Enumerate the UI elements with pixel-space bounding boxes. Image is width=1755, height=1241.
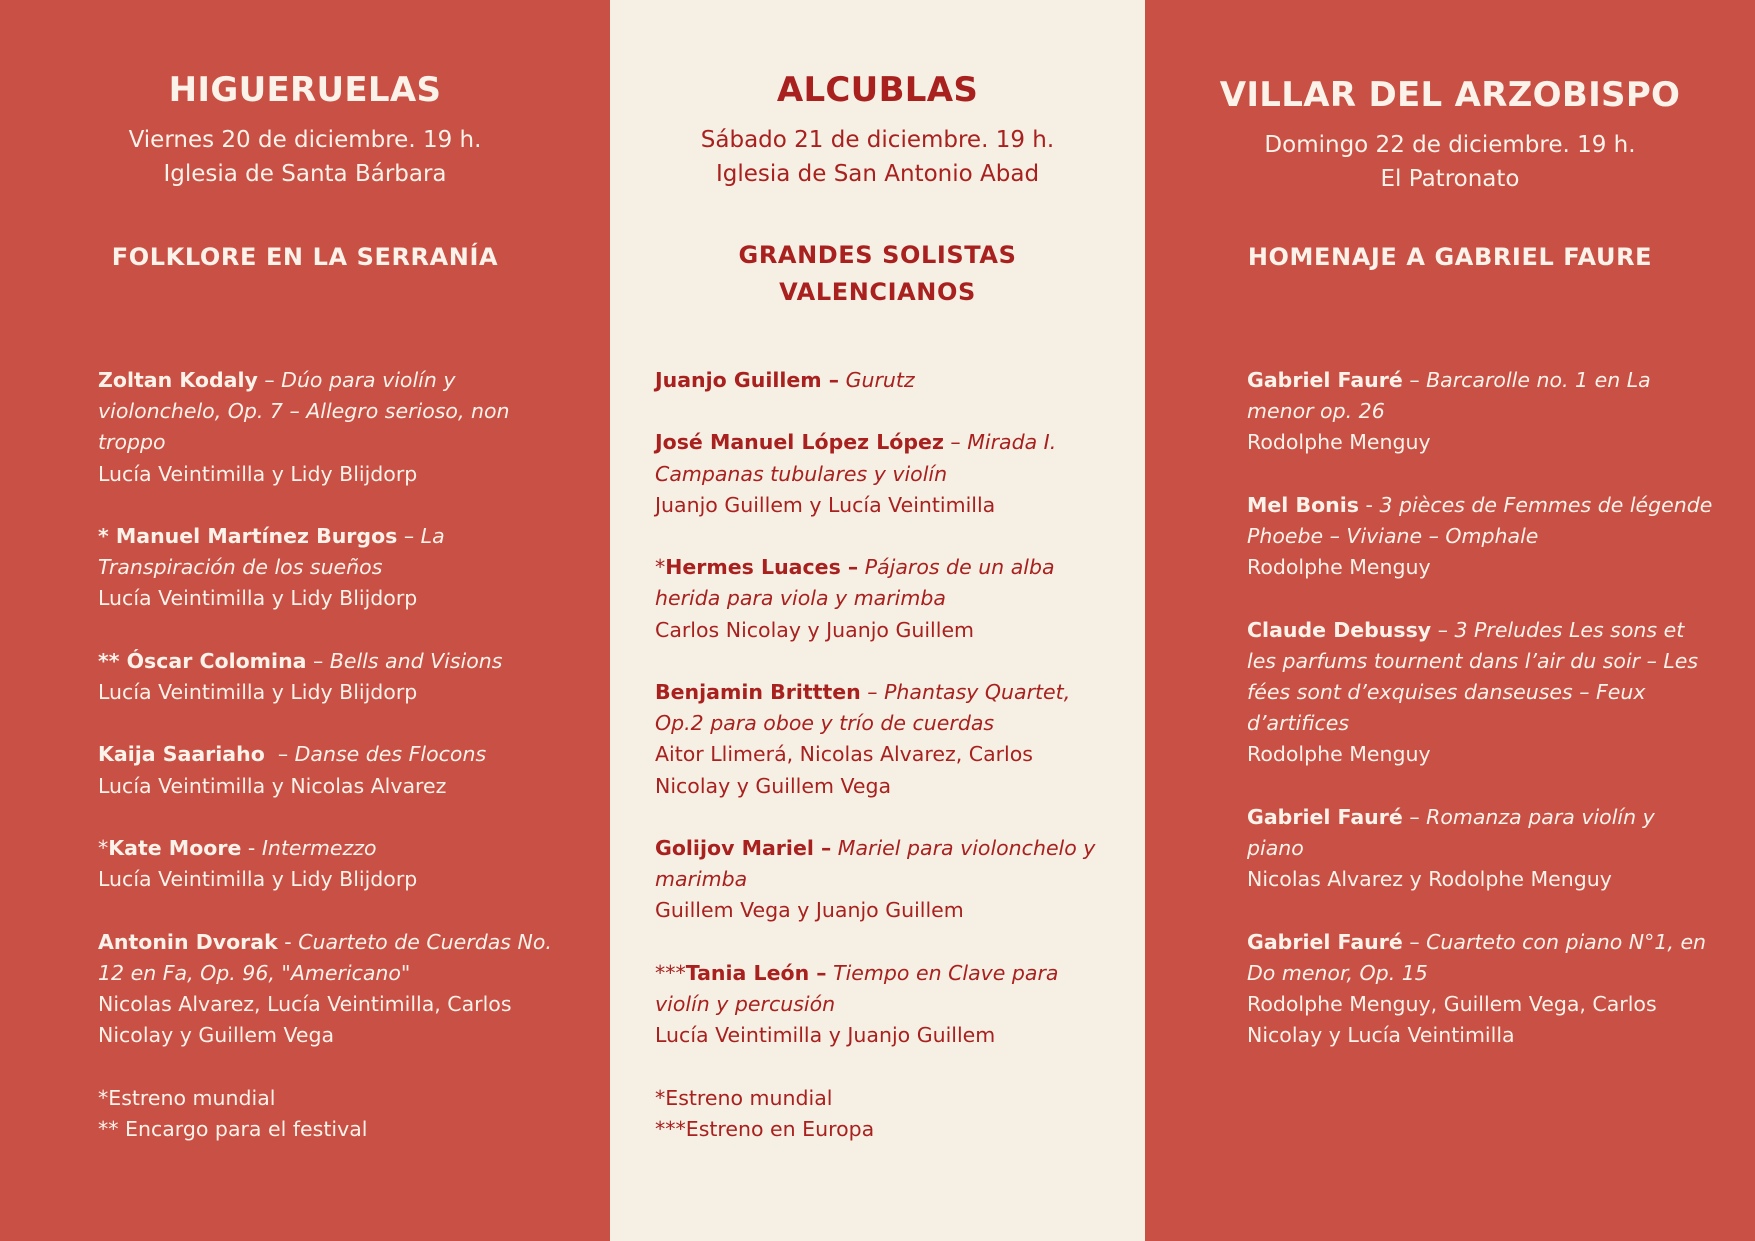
separator: –	[397, 524, 421, 548]
program-item	[98, 521, 568, 615]
composer: Kaija Saariaho	[98, 742, 265, 767]
program-item	[655, 427, 1105, 521]
concert-theme: GRANDES SOLISTAS VALENCIANOS	[738, 241, 1017, 306]
composer: Gabriel Fauré	[1247, 929, 1403, 954]
program-item	[1247, 927, 1717, 1052]
program-list	[1247, 365, 1717, 1083]
performers: Lucía Veintimilla y Juanjo Guillem	[655, 1023, 996, 1048]
composer: Hermes Luaces –	[665, 555, 859, 580]
separator: –	[257, 368, 282, 392]
concert-date: Sábado 21 de diciembre. 19 h.	[700, 127, 1055, 153]
program-item	[655, 833, 1105, 927]
program-item	[1247, 802, 1717, 896]
composer: Benjamin Brittten	[655, 679, 861, 704]
footnotes	[98, 1083, 568, 1145]
performers: Aitor Llimerá, Nicolas Alvarez, Carlos Nicolay y Guillem Vega	[655, 742, 1033, 798]
performers: Rodolphe Menguy	[1247, 555, 1431, 580]
piece-title: 3 Preludes Les sons et les parfums tournent dans l’air du soir – Les fées sont d’exquises danseuses – Feux d’artifices	[1247, 617, 1699, 736]
program-item	[1247, 365, 1717, 459]
separator: -	[1359, 492, 1380, 517]
concert-theme: FOLKLORE EN LA SERRANÍA	[111, 243, 499, 271]
footnote: *Estreno mundial	[98, 1085, 276, 1110]
piece-marker: *	[98, 524, 116, 548]
piece-marker: *	[98, 835, 109, 860]
separator: -	[277, 929, 299, 954]
performers: Nicolas Alvarez, Lucía Veintimilla, Carlos Nicolay y Guillem Vega	[98, 991, 512, 1048]
program-item	[98, 646, 568, 708]
footnote: *Estreno mundial	[655, 1085, 833, 1110]
separator: –	[1431, 617, 1455, 642]
concert-date: Viernes 20 de diciembre. 19 h.	[128, 127, 482, 153]
program-item	[98, 739, 568, 801]
piece-title: Danse des Flocons	[294, 742, 487, 767]
performers: Carlos Nicolay y Juanjo Guillem	[655, 617, 975, 642]
piece-title: Mariel para violonchelo y marimba	[655, 835, 1096, 892]
concert-venue: Iglesia de Santa Bárbara	[163, 161, 447, 187]
performers: Lucía Veintimilla y Lidy Blijdorp	[98, 586, 418, 611]
performers: Juanjo Guillem y Lucía Veintimilla	[655, 492, 996, 517]
piece-title: Cuarteto de Cuerdas No. 12 en Fa, Op. 96, "Americano"	[98, 929, 552, 985]
program-list	[655, 365, 1105, 1176]
composer: Mel Bonis	[1247, 492, 1359, 517]
piece-title: Bells and Visions	[329, 648, 503, 673]
performers: Lucía Veintimilla y Lidy Blijdorp	[98, 680, 418, 704]
piece-title: Intermezzo	[261, 835, 377, 860]
footnote: ** Encargo para el festival	[98, 1116, 368, 1141]
piece-marker: ***	[655, 960, 686, 985]
separator: –	[264, 742, 295, 767]
piece-title: Dúo para violín y violonchelo, Op. 7 – Allegro serioso, non troppo	[98, 368, 510, 455]
composer: Tania León –	[685, 960, 827, 985]
separator: –	[306, 648, 330, 673]
concert-villar-del-arzobispo	[1145, 0, 1755, 1241]
composer: Óscar Colomina	[126, 648, 307, 673]
composer: Gabriel Fauré	[1247, 804, 1403, 829]
composer: Claude Debussy	[1247, 617, 1432, 642]
piece-title: Gurutz	[845, 368, 915, 392]
composer: Zoltan Kodaly	[98, 368, 258, 392]
program-item	[655, 365, 1105, 396]
piece-title: Tiempo en Clave para violín y percusión	[655, 960, 1059, 1016]
concert-alcublas	[610, 0, 1145, 1241]
concert-date: Domingo 22 de diciembre. 19 h.	[1264, 132, 1636, 158]
performers: Rodolphe Menguy	[1247, 742, 1431, 767]
piece-title: 3 pièces de Femmes de légende Phoebe – Viviane – Omphale	[1247, 492, 1713, 548]
concert-venue: El Patronato	[1380, 166, 1520, 192]
composer: Juanjo Guillem –	[655, 368, 840, 392]
concert-higueruelas	[0, 0, 610, 1241]
separator: –	[1402, 804, 1427, 829]
program-item	[98, 927, 568, 1052]
performers: Lucía Veintimilla y Lidy Blijdorp	[98, 867, 418, 892]
performers: Nicolas Alvarez y Rodolphe Menguy	[1247, 867, 1612, 892]
town-title: VILLAR DEL ARZOBISPO	[1219, 75, 1681, 115]
program-list	[98, 365, 568, 1176]
performers: Rodolphe Menguy, Guillem Vega, Carlos Nicolay y Lucía Veintimilla	[1247, 992, 1657, 1048]
performers: Lucía Veintimilla y Nicolas Alvarez	[98, 773, 447, 798]
separator: –	[1402, 929, 1427, 954]
program-item	[655, 677, 1105, 802]
piece-marker: *	[655, 555, 666, 580]
composer: Golijov Mariel –	[655, 835, 832, 860]
program-item	[1247, 615, 1717, 771]
footnote: ***Estreno en Europa	[655, 1116, 875, 1141]
separator: –	[943, 430, 968, 455]
performers: Guillem Vega y Juanjo Guillem	[655, 898, 964, 923]
footnotes	[655, 1083, 1105, 1145]
composer: Manuel Martínez Burgos	[115, 524, 398, 548]
piece-title: Barcarolle no. 1 en La menor op. 26	[1247, 368, 1651, 424]
composer: Kate Moore	[108, 835, 242, 860]
composer: José Manuel López López	[655, 430, 944, 455]
separator: –	[860, 679, 885, 704]
composer: Antonin Dvorak	[98, 929, 278, 954]
piece-title: Pájaros de un alba herida para viola y marimba	[655, 555, 1055, 611]
concert-theme: HOMENAJE A GABRIEL FAURE	[1247, 243, 1653, 271]
piece-title: Mirada I. Campanas tubulares y violín	[655, 430, 1057, 486]
program-item	[655, 552, 1105, 646]
town-title: HIGUERUELAS	[168, 70, 442, 110]
piece-title: Romanza para violín y piano	[1247, 804, 1655, 860]
piece-title: La Transpiración de los sueños	[98, 524, 445, 580]
concert-venue: Iglesia de San Antonio Abad	[715, 161, 1040, 187]
program-item	[98, 833, 568, 895]
program-item	[98, 365, 568, 490]
separator: –	[1402, 368, 1427, 392]
separator: -	[241, 835, 262, 860]
program-item	[1247, 490, 1717, 584]
composer: Gabriel Fauré	[1247, 368, 1403, 392]
piece-title: Phantasy Quartet, Op.2 para oboe y trío de cuerdas	[655, 679, 1071, 736]
piece-title: Cuarteto con piano N°1, en Do menor, Op. 15	[1247, 929, 1707, 985]
town-title: ALCUBLAS	[776, 70, 979, 110]
piece-marker: **	[98, 648, 127, 673]
performers: Lucía Veintimilla y Lidy Blijdorp	[98, 461, 418, 486]
performers: Rodolphe Menguy	[1247, 430, 1431, 455]
program-item	[655, 958, 1105, 1052]
